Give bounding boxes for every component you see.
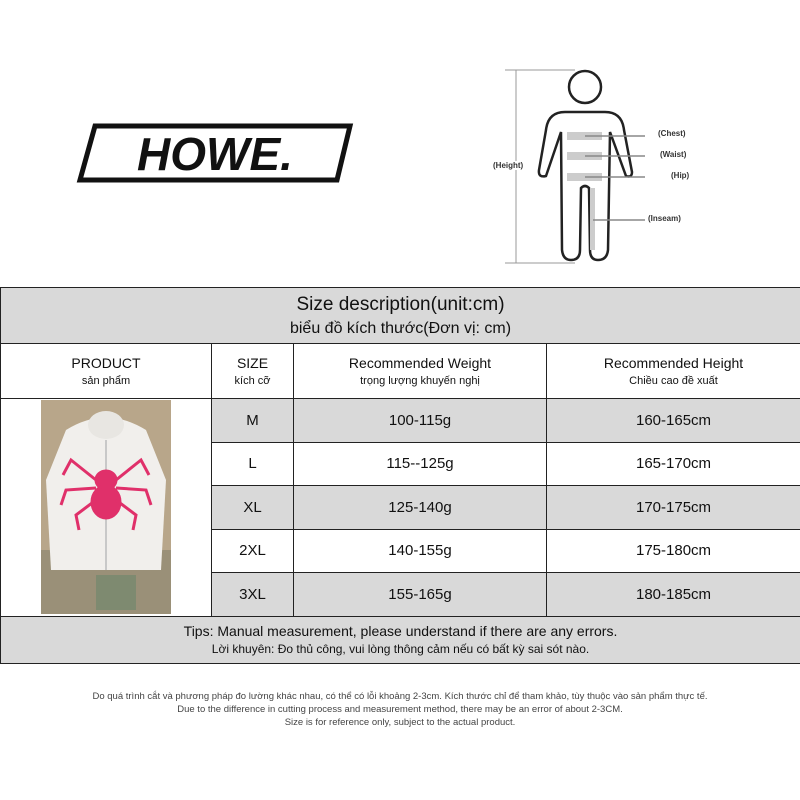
footer-line-vi: Do quá trình cắt và phương pháp đo lường khác nhau, có thể có lỗi khoảng 2-3cm. Kích thước chỉ để tham khảo, tùy thuộc vào sản phẩm thực tế.	[92, 691, 708, 702]
size-cell: XL	[212, 486, 294, 530]
size-cell: 2XL	[212, 529, 294, 573]
size-cell: M	[212, 399, 294, 443]
weight-cell: 140-155g	[294, 529, 547, 573]
inseam-label: (Inseam)	[648, 214, 681, 223]
tips-en: Tips: Manual measurement, please understand if there are any errors.	[183, 623, 618, 639]
header-height: Recommended Height Chiều cao đề xuất	[547, 344, 800, 399]
weight-cell: 155-165g	[294, 573, 547, 617]
product-image	[1, 399, 212, 617]
table-title-vi: biểu đồ kích thước(Đơn vị: cm)	[289, 319, 512, 337]
waist-label: (Waist)	[660, 150, 687, 159]
brand-logo-text: HOWE.	[137, 128, 293, 180]
header-size: SIZE kích cỡ	[212, 344, 294, 399]
tips-vi: Lời khuyên: Đo thủ công, vui lòng thông cảm nếu có bất kỳ sai sót nào.	[211, 642, 590, 656]
table-title-row	[1, 288, 800, 344]
brand-logo	[75, 118, 355, 188]
height-cell: 170-175cm	[547, 486, 800, 530]
spider-hoodie-image	[41, 400, 171, 614]
height-cell: 160-165cm	[547, 399, 800, 443]
height-label: (Height)	[493, 161, 524, 170]
body-measurement-diagram	[480, 60, 710, 270]
footer-note	[0, 690, 800, 729]
size-cell: L	[212, 442, 294, 486]
height-cell: 165-170cm	[547, 442, 800, 486]
weight-cell: 115--125g	[294, 442, 547, 486]
height-cell: 175-180cm	[547, 529, 800, 573]
footer-line-reference: Size is for reference only, subject to the actual product.	[284, 717, 516, 728]
table-row	[1, 399, 800, 443]
size-cell: 3XL	[212, 573, 294, 617]
footer-line-en: Due to the difference in cutting process and measurement method, there may be an error of about 2-3CM.	[177, 704, 623, 715]
height-cell: 180-185cm	[547, 573, 800, 617]
chest-label: (Chest)	[658, 129, 686, 138]
header-product: PRODUCT sản phẩm	[1, 344, 212, 399]
header-weight: Recommended Weight trọng lượng khuyến nghị	[294, 344, 547, 399]
weight-cell: 100-115g	[294, 399, 547, 443]
size-table	[0, 287, 800, 664]
table-title-en: Size description(unit:cm)	[296, 293, 505, 315]
hip-label: (Hip)	[671, 171, 690, 180]
tips-row	[1, 616, 800, 663]
table-header-row	[1, 344, 800, 399]
weight-cell: 125-140g	[294, 486, 547, 530]
